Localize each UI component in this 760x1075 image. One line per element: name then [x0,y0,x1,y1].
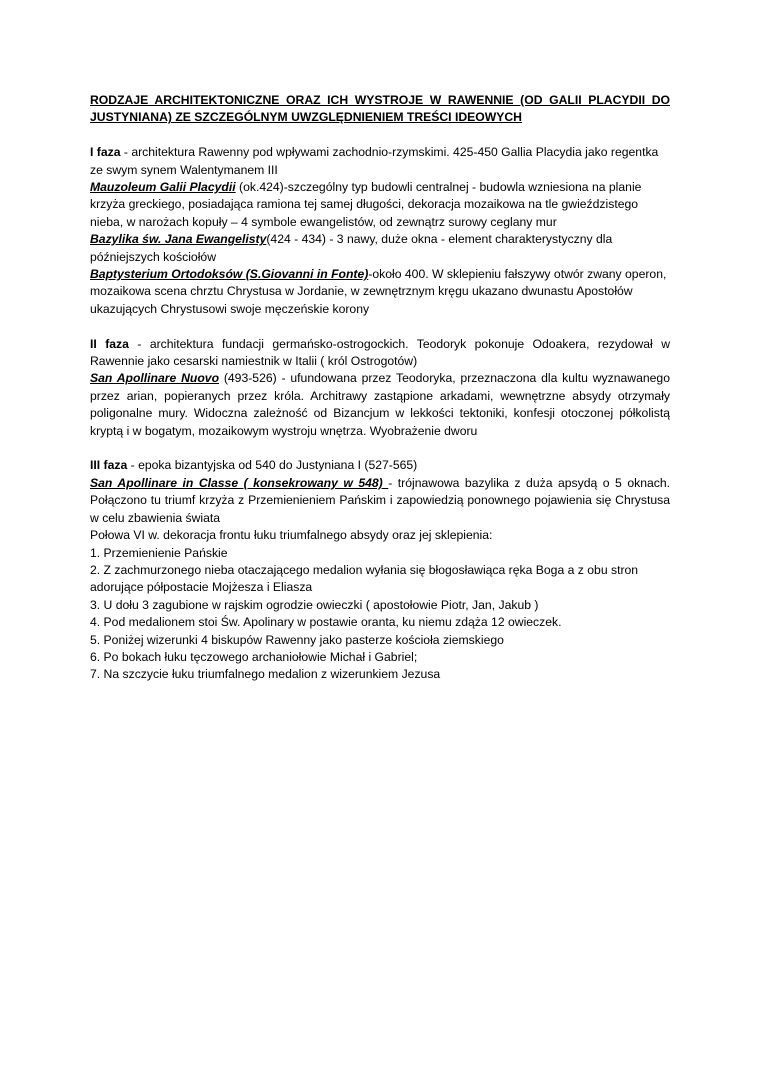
phase-2-intro-text: - architektura fundacji germańsko-ostrogockich. Teodoryk pokonuje Odoakera, rezydował w Rawennie jako cesarski namiestnik w Italii ( król Ostrogotów) [90,336,670,369]
section-phase-3 [90,457,670,683]
list-item: 5. Poniżej wizerunki 4 biskupów Rawenny jako pasterze kościoła ziemskiego [90,632,504,647]
monument-name-bazylika: Bazylika św. Jana Ewangelisty [90,232,267,247]
list-item: 7. Na szczycie łuku triumfalnego medalion z wizerunkiem Jezusa [90,667,441,682]
decoration-intro: Połowa VI w. dekoracja frontu łuku triumfalnego absydy oraz jej sklepienia: [90,528,493,543]
phase-3-intro [90,457,670,474]
monument-entry-apollinare-nuovo [90,370,670,440]
monument-name-mauzoleum: Mauzoleum Galii Placydii [90,180,236,195]
monument-text-apollinare-classe: - trójnawowa bazylika z duża apsydą o 5 oknach. Połączono tu triumf krzyża z Przemienieniem Pańskim i zapowiedzią ponownego pojawienia się Chrystusa w celu zbawienia świata [90,475,671,525]
document-page [90,92,670,684]
monument-text-mauzoleum: (ok.424)-szczególny typ budowli centralnej - budowla wzniesiona na planie krzyża greckiego, posiadająca ramiona tej samej długości, dekoracja mozaikowa na tle gwieździstego nieba, w narożach kopuły – 4 symbole ewangelistów, od zewnątrz surowy ceglany mur [90,180,642,229]
monument-entry-mauzoleum [90,179,670,231]
list-item: 6. Po bokach łuku tęczowego archaniołowie Michał i Gabriel; [90,649,418,664]
list-item: 3. U dołu 3 zagubione w rajskim ogrodzie owieczki ( apostołowie Piotr, Jan, Jakub ) [90,597,539,612]
list-item: 1. Przemienienie Pańskie [90,545,228,560]
section-phase-1 [90,144,670,318]
decoration-list [90,545,670,684]
section-phase-2 [90,336,670,440]
monument-text-bazylika: (424 - 434) - 3 nawy, duże okna - element charakterystyczny dla późniejszych kościołów [90,232,613,264]
phase-3-intro-text: - epoka bizantyjska od 540 do Justyniana I (527-565) [127,458,418,473]
phase-1-intro [90,144,670,179]
phase-2-heading: II faza [90,336,129,351]
phase-3-heading: III faza [90,458,128,473]
phase-2-intro [90,336,670,371]
list-item: 4. Pod medalionem stoi Św. Apolinary w postawie oranta, ku niemu zdąża 12 owieczek. [90,615,562,630]
list-item: 2. Z zachmurzonego nieba otaczającego medalion wyłania się błogosławiąca ręka Boga a z obu stron adorujące półpostacie Mojżesza i Eliasza [90,562,639,595]
monument-name-apollinare-nuovo: San Apollinare Nuovo [90,371,220,386]
document-title: RODZAJE ARCHITEKTONICZNE ORAZ ICH WYSTROJE W RAWENNIE (OD GALII PLACYDII DO JUSTYNIANA) ZE SZCZEGÓLNYM UWZGLĘDNIENIEM TREŚCI IDEOWYCH [90,93,670,125]
phase-1-heading: I faza [90,145,121,160]
monument-entry-apollinare-classe [90,475,670,527]
monument-name-apollinare-classe: San Apollinare in Classe ( konsekrowany w 548) [90,475,389,490]
monument-name-baptysterium: Baptysterium Ortodoksów (S.Giovanni in Fonte) [90,267,369,282]
phase-1-intro-text: - architektura Rawenny pod wpływami zachodnio-rzymskimi. 425-450 Gallia Placydia jako regentka ze swym synem Walentymanem III [90,145,659,177]
monument-text-baptysterium: -około 400. W sklepieniu fałszywy otwór zwany operon, mozaikowa scena chrztu Chrystusa w Jordanie, w zewnętrznym kręgu ukazano dwunastu Apostołów ukazujących Chrystusowi swoje męczeńskie korony [90,267,667,316]
monument-entry-bazylika [90,231,670,266]
monument-entry-baptysterium [90,266,670,318]
monument-text-apollinare-nuovo: (493-526) - ufundowana przez Teodoryka, przeznaczona dla kultu wyznawanego przez arian, popieranych przez króla. Architrawy zastąpione arkadami, wewnętrzne absydy otrzymały poligonalne mury. Widoczna zależność od Bizancjum w lekkości tektoniki, konfesji otoczonej półkolistą kryptą i w bogatym, mozaikowym wystroju wnętrza. Wyobrażenie dworu [90,371,670,438]
